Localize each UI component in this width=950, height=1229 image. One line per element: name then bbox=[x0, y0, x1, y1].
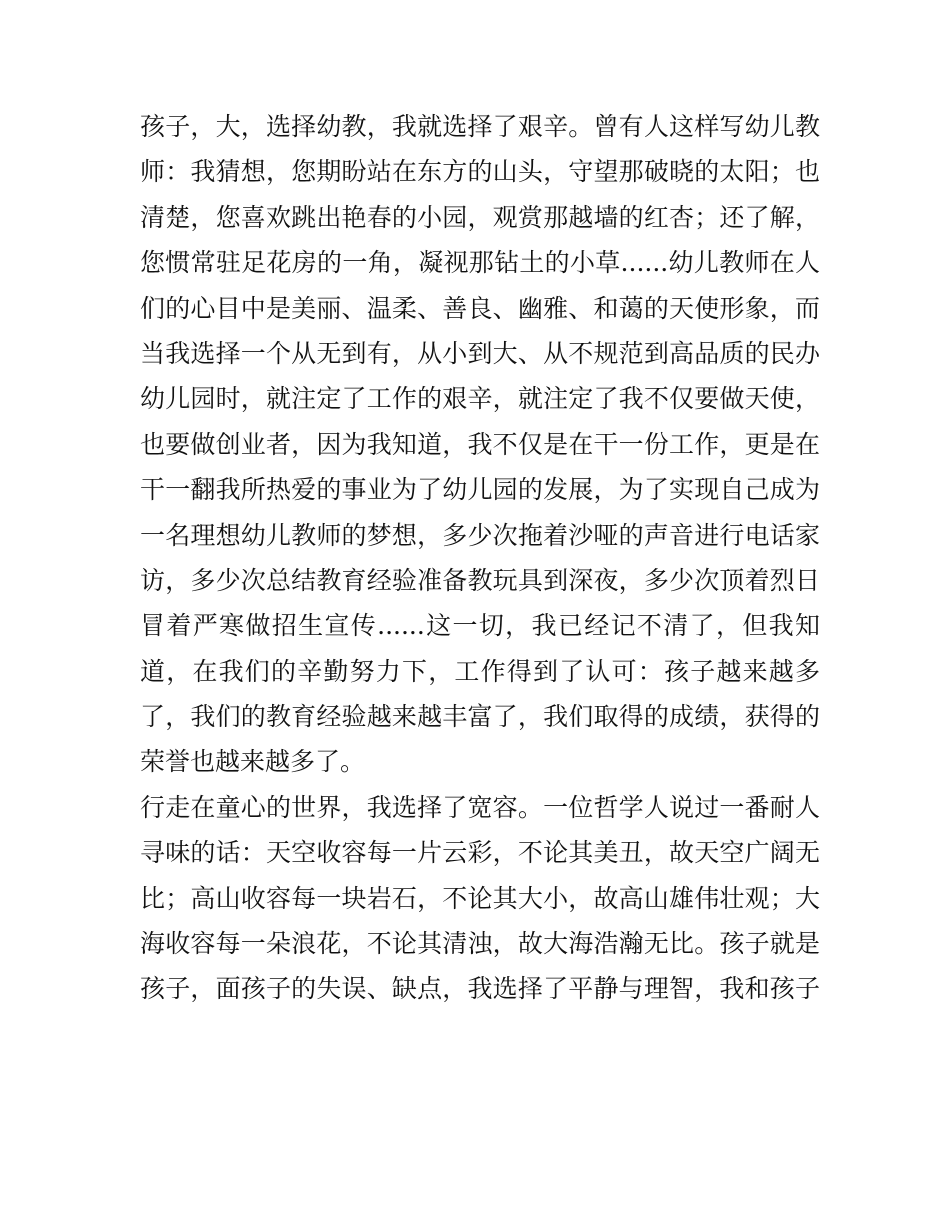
text-line: 孩子，面孩子的失误、缺点，我选择了平静与理智，我和孩子 bbox=[140, 974, 820, 1004]
body-text bbox=[140, 104, 820, 1012]
text-line: 海收容每一朵浪花，不论其清浊，故大海浩瀚无比。孩子就是 bbox=[140, 929, 820, 959]
text-line: 当我选择一个从无到有，从小到大、从不规范到高品质的民办 bbox=[140, 338, 820, 368]
text-line: 比；高山收容每一块岩石，不论其大小，故高山雄伟壮观；大 bbox=[140, 883, 820, 913]
text-line: 冒着严寒做招生宣传......这一切，我已经记不清了，但我知 bbox=[140, 611, 820, 641]
text-line: 寻味的话：天空收容每一片云彩，不论其美丑，故天空广阔无 bbox=[140, 838, 820, 868]
text-line: 行走在童心的世界，我选择了宽容。一位哲学人说过一番耐人 bbox=[140, 792, 820, 822]
text-line: 干一翻我所热爱的事业为了幼儿园的发展，为了实现自己成为 bbox=[140, 475, 820, 505]
text-line: 幼儿园时，就注定了工作的艰辛，就注定了我不仅要做天使， bbox=[140, 384, 820, 414]
text-line: 道，在我们的辛勤努力下，工作得到了认可：孩子越来越多 bbox=[140, 656, 820, 686]
text-line: 一名理想幼儿教师的梦想，多少次拖着沙哑的声音进行电话家 bbox=[140, 520, 820, 550]
text-line: 清楚，您喜欢跳出艳春的小园，观赏那越墙的红杏；还了解， bbox=[140, 202, 820, 232]
text-line: 也要做创业者，因为我知道，我不仅是在干一份工作，更是在 bbox=[140, 429, 820, 459]
text-line: 您惯常驻足花房的一角，凝视那钻土的小草......幼儿教师在人 bbox=[140, 248, 820, 278]
paragraph-end-line: 荣誉也越来越多了。 bbox=[140, 747, 366, 777]
text-line: 们的心目中是美丽、温柔、善良、幽雅、和蔼的天使形象，而 bbox=[140, 293, 820, 323]
text-line: 了，我们的教育经验越来越丰富了，我们取得的成绩，获得的 bbox=[140, 702, 820, 732]
text-line: 访，多少次总结教育经验准备教玩具到深夜，多少次顶着烈日 bbox=[140, 565, 820, 595]
text-line: 孩子，大，选择幼教，我就选择了艰辛。曾有人这样写幼儿教 bbox=[140, 112, 820, 141]
text-line: 师：我猜想，您期盼站在东方的山头，守望那破晓的太阳；也 bbox=[140, 157, 820, 187]
